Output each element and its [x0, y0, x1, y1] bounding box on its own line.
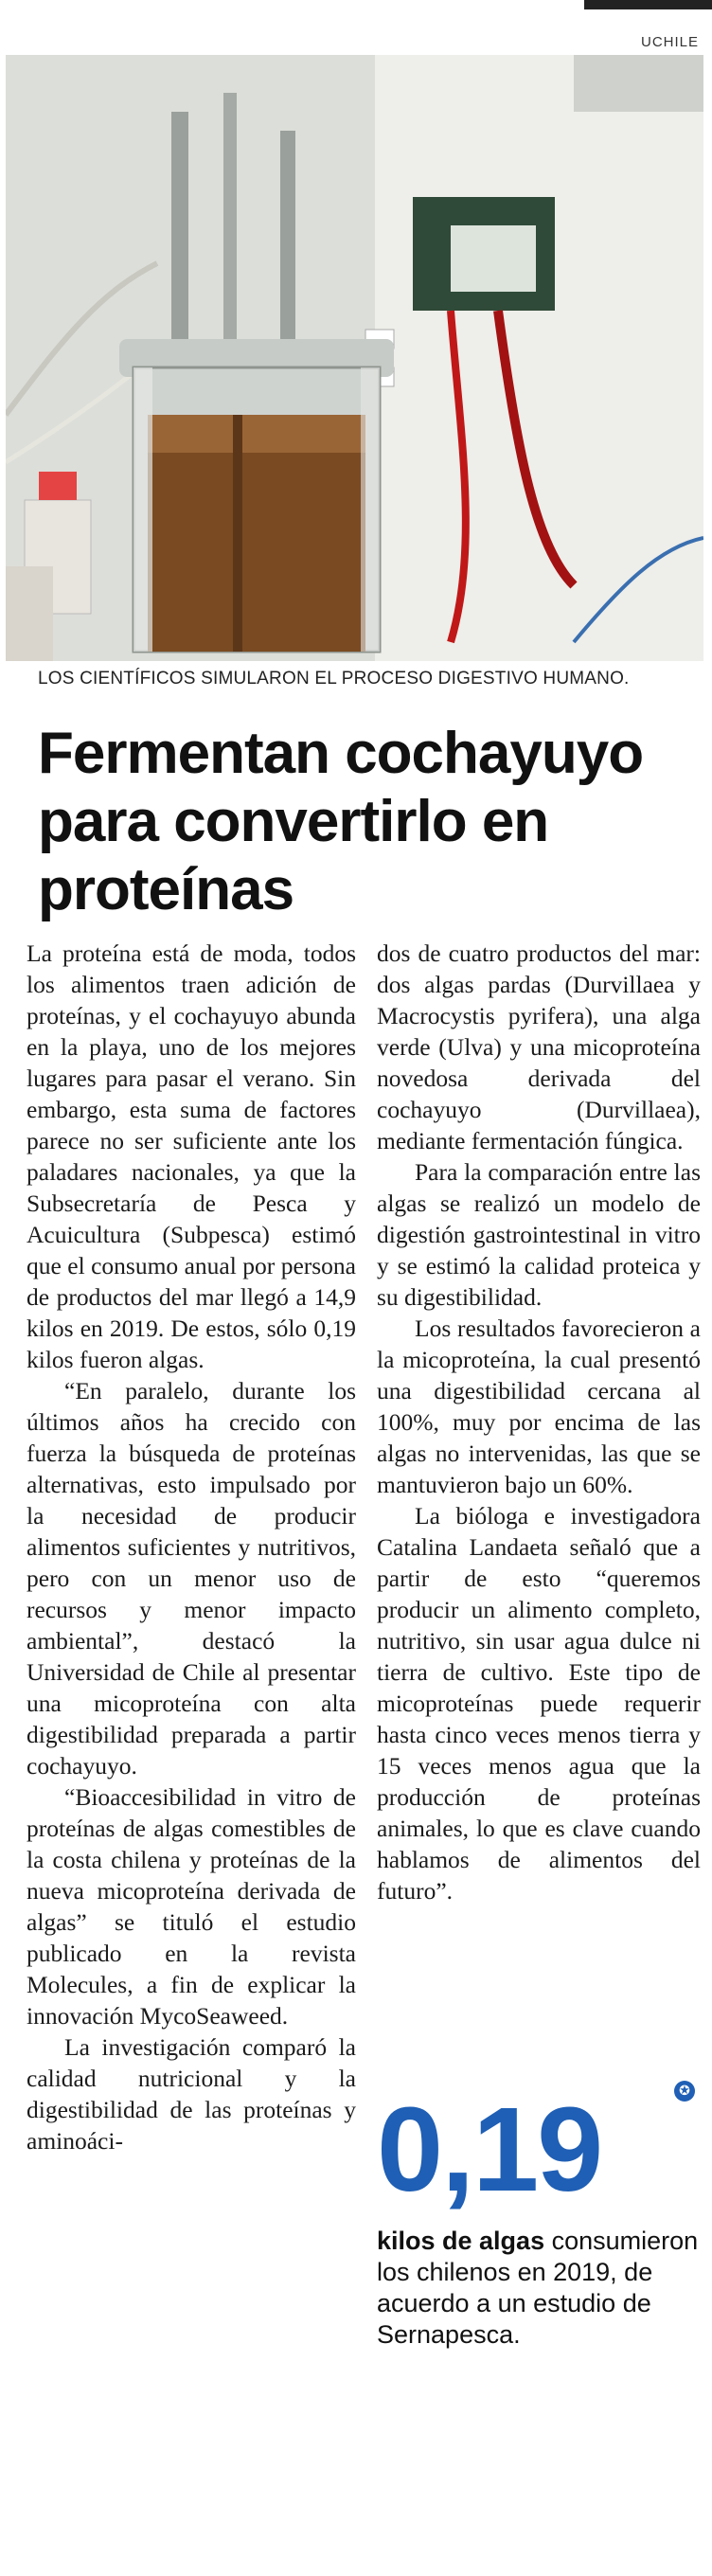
- highlight-text: [377, 2226, 703, 2351]
- highlight-rest: consumieron los chilenos en 2019, de acuerdo a un estudio de Sernapesca.: [377, 2227, 699, 2349]
- headline: Fermentan cochayuyo para convertirlo en proteínas: [38, 721, 644, 922]
- paragraph: “Bioaccesibilidad in vitro de proteínas de algas comestibles de la costa chilena y proteínas de la nueva micoproteína derivada de algas” se tituló el estudio publicado en la revista Molecules, a fin de explicar la innovación MycoSeaweed.: [27, 1783, 356, 2030]
- paragraph: dos de cuatro productos del mar: dos algas pardas (Durvillaea y Macrocystis pyrifera), una alga verde (Ulva) y una micoproteína novedosa derivada del cochayuyo (Durvillaea), mediante fermentación fúngica.: [377, 939, 701, 1154]
- paragraph: Para la comparación entre las algas se realizó un modelo de digestión gastrointestinal in vitro y se estimó la calidad proteica y su digestibilidad.: [377, 1158, 701, 1311]
- end-mark-icon: ✪: [674, 2081, 695, 2102]
- highlight-bold: kilos de algas: [377, 2227, 545, 2255]
- photo-credit: UCHILE: [640, 34, 699, 50]
- paragraph: La proteína está de moda, todos los alimentos traen adición de proteínas, y el cochayuyo abunda en la playa, uno de los mejores lugares para pasar el verano. Sin embargo, esta suma de factores parece no ser suficiente ante los paladares nacionales, ya que la Subsecretaría de Pesca y Acuicultura (Subpesca) estimó que el consumo anual por persona de productos del mar llegó a 14,9 kilos en 2019. De estos, sólo 0,19 kilos fueron algas.: [27, 939, 356, 1373]
- lab-photo: [6, 55, 703, 661]
- highlight-number: 0,19: [377, 2083, 602, 2216]
- paragraph: “En paralelo, durante los últimos años ha crecido con fuerza la búsqueda de proteínas alternativas, esto impulsado por la necesidad de producir alimentos suficientes y nutritivos, pero con un menor uso de recursos y menor impacto ambiental”, destacó la Universidad de Chile al presentar una micoproteína con alta digestibilidad preparada a partir cochayuyo.: [27, 1377, 356, 1780]
- top-bar: [584, 0, 712, 9]
- paragraph: Los resultados favorecieron a la micoproteína, la cual presentó una digestibilidad cercana al 100%, muy por encima de las algas no intervenidas, las que se mantuvieron bajo un 60%.: [377, 1315, 701, 1498]
- photo-caption: LOS CIENTÍFICOS SIMULARON EL PROCESO DIGESTIVO HUMANO.: [38, 669, 630, 689]
- paragraph: La investigación comparó la calidad nutricional y la digestibilidad de las proteínas y aminoáci-: [27, 2033, 356, 2155]
- paragraph: La bióloga e investigadora Catalina Landaeta señaló que a partir de esto “queremos producir un alimento completo, nutritivo, sin usar agua dulce ni tierra de cultivo. Este tipo de micoproteínas puede requerir hasta cinco veces menos tierra y 15 veces menos agua que la producción de proteínas animales, lo que es clave cuando hablamos de alimentos del futuro”.: [377, 1502, 701, 1905]
- article-column-1: [27, 938, 356, 2156]
- article-column-2: [377, 938, 701, 1906]
